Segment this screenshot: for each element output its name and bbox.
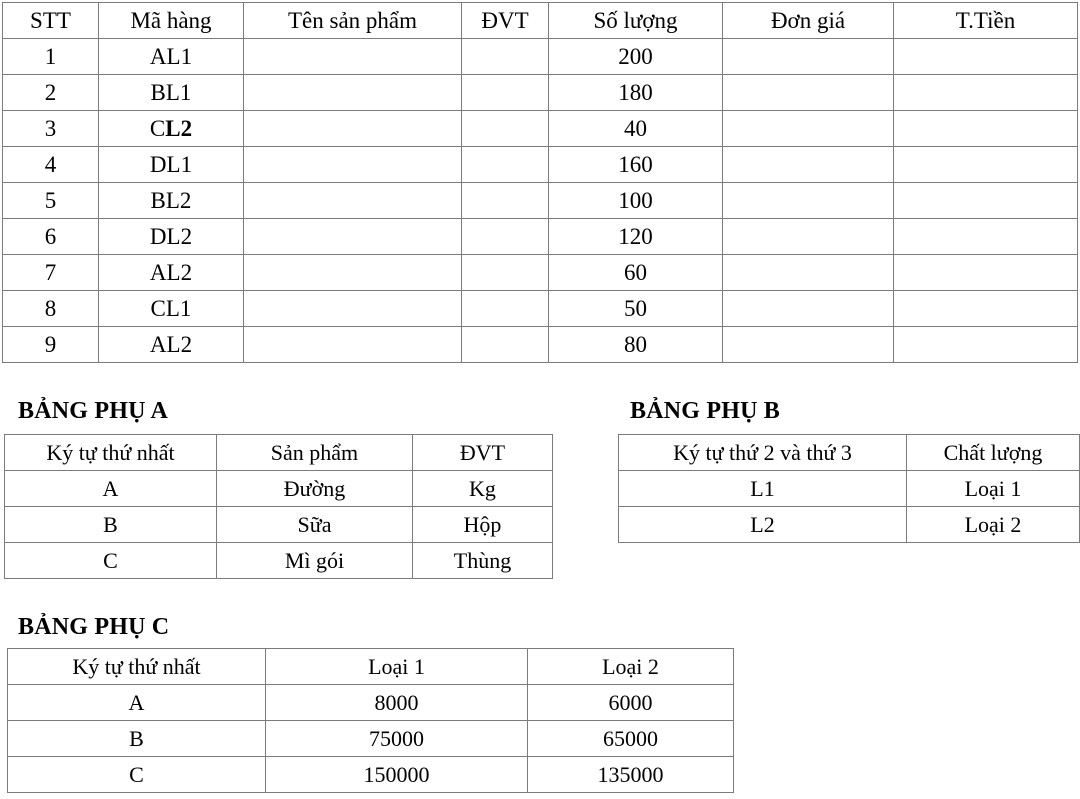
cell-loai_2[interactable]: 65000 bbox=[528, 721, 734, 757]
cell-don_gia[interactable] bbox=[723, 219, 894, 255]
cell-ky_tu[interactable]: A bbox=[5, 471, 217, 507]
cell-ten_san_pham[interactable] bbox=[244, 147, 462, 183]
cell-dvt[interactable]: Kg bbox=[413, 471, 553, 507]
cell-ky_tu[interactable]: A bbox=[8, 685, 266, 721]
column-header-so-luong[interactable]: Số lượng bbox=[549, 3, 723, 39]
cell-so_luong[interactable]: 160 bbox=[549, 147, 723, 183]
cell-so_luong[interactable]: 100 bbox=[549, 183, 723, 219]
cell-t_tien[interactable] bbox=[894, 219, 1078, 255]
cell-ma_hang[interactable]: DL2 bbox=[99, 219, 244, 255]
bang-phu-a-table[interactable] bbox=[4, 434, 553, 579]
cell-ky_tu[interactable]: C bbox=[5, 543, 217, 579]
table-row[interactable] bbox=[3, 291, 1078, 327]
column-header-chat-luong[interactable]: Chất lượng bbox=[907, 435, 1080, 471]
cell-loai_1[interactable]: 8000 bbox=[266, 685, 528, 721]
column-header-don-gia[interactable]: Đơn giá bbox=[723, 3, 894, 39]
cell-dvt[interactable] bbox=[462, 39, 549, 75]
cell-chat_luong[interactable]: Loại 1 bbox=[907, 471, 1080, 507]
table-row[interactable] bbox=[3, 39, 1078, 75]
section-title-bang-phu-a: BẢNG PHỤ A bbox=[18, 398, 169, 424]
cell-don_gia[interactable] bbox=[723, 327, 894, 363]
bang-phu-b-body bbox=[619, 471, 1080, 543]
cell-dvt[interactable] bbox=[462, 75, 549, 111]
cell-loai_2[interactable]: 6000 bbox=[528, 685, 734, 721]
cell-stt[interactable]: 3 bbox=[3, 111, 99, 147]
table-row[interactable] bbox=[619, 507, 1080, 543]
cell-stt[interactable]: 7 bbox=[3, 255, 99, 291]
cell-chat_luong[interactable]: Loại 2 bbox=[907, 507, 1080, 543]
cell-stt[interactable]: 5 bbox=[3, 183, 99, 219]
cell-san_pham[interactable]: Đường bbox=[217, 471, 413, 507]
cell-ten_san_pham[interactable] bbox=[244, 39, 462, 75]
cell-ma_hang[interactable]: AL1 bbox=[99, 39, 244, 75]
cell-ten_san_pham[interactable] bbox=[244, 327, 462, 363]
cell-san_pham[interactable]: Sữa bbox=[217, 507, 413, 543]
cell-ma_hang[interactable]: BL2 bbox=[99, 183, 244, 219]
cell-ten_san_pham[interactable] bbox=[244, 183, 462, 219]
cell-dvt[interactable] bbox=[462, 291, 549, 327]
order-table-body bbox=[3, 39, 1078, 363]
cell-so_luong[interactable]: 40 bbox=[549, 111, 723, 147]
cell-loai_1[interactable]: 150000 bbox=[266, 757, 528, 793]
cell-t_tien[interactable] bbox=[894, 327, 1078, 363]
column-header-ky-tu-thu-nhat[interactable]: Ký tự thứ nhất bbox=[8, 649, 266, 685]
cell-ten_san_pham[interactable] bbox=[244, 75, 462, 111]
table-header-row bbox=[619, 435, 1080, 471]
cell-dvt[interactable] bbox=[462, 219, 549, 255]
cell-so_luong[interactable]: 60 bbox=[549, 255, 723, 291]
bang-phu-c-body bbox=[8, 685, 734, 793]
cell-t_tien[interactable] bbox=[894, 255, 1078, 291]
cell-don_gia[interactable] bbox=[723, 183, 894, 219]
main-table-container bbox=[2, 2, 1078, 363]
cell-ten_san_pham[interactable] bbox=[244, 291, 462, 327]
cell-ma_hang[interactable]: AL2 bbox=[99, 255, 244, 291]
column-header-ky-tu-thu-nhat[interactable]: Ký tự thứ nhất bbox=[5, 435, 217, 471]
table-row[interactable] bbox=[8, 757, 734, 793]
table-row[interactable] bbox=[5, 471, 553, 507]
bang-phu-b-table[interactable] bbox=[618, 434, 1080, 543]
table-header-row bbox=[5, 435, 553, 471]
column-header-loai-1[interactable]: Loại 1 bbox=[266, 649, 528, 685]
column-header-san-pham[interactable]: Sản phẩm bbox=[217, 435, 413, 471]
cell-ma_hang[interactable]: BL1 bbox=[99, 75, 244, 111]
table-header-row bbox=[8, 649, 734, 685]
cell-ten_san_pham[interactable] bbox=[244, 111, 462, 147]
column-header-t-tien[interactable]: T.Tiền bbox=[894, 3, 1078, 39]
cell-t_tien[interactable] bbox=[894, 147, 1078, 183]
cell-don_gia[interactable] bbox=[723, 111, 894, 147]
cell-dvt[interactable]: Hộp bbox=[413, 507, 553, 543]
cell-don_gia[interactable] bbox=[723, 75, 894, 111]
table-row[interactable] bbox=[3, 111, 1078, 147]
cell-ky_tu[interactable]: C bbox=[8, 757, 266, 793]
cell-san_pham[interactable]: Mì gói bbox=[217, 543, 413, 579]
cell-loai_1[interactable]: 75000 bbox=[266, 721, 528, 757]
column-header-ma-hang[interactable]: Mã hàng bbox=[99, 3, 244, 39]
column-header-ten-san-pham[interactable]: Tên sản phẩm bbox=[244, 3, 462, 39]
bang-phu-a-body bbox=[5, 471, 553, 579]
cell-so_luong[interactable]: 120 bbox=[549, 219, 723, 255]
cell-stt[interactable]: 6 bbox=[3, 219, 99, 255]
table-row[interactable] bbox=[3, 255, 1078, 291]
cell-ky_tu[interactable]: B bbox=[5, 507, 217, 543]
cell-dvt[interactable]: Thùng bbox=[413, 543, 553, 579]
column-header-stt[interactable]: STT bbox=[3, 3, 99, 39]
cell-don_gia[interactable] bbox=[723, 255, 894, 291]
table-row[interactable] bbox=[3, 183, 1078, 219]
table-row[interactable] bbox=[3, 75, 1078, 111]
table-header-row bbox=[3, 3, 1078, 39]
cell-stt[interactable]: 4 bbox=[3, 147, 99, 183]
table-row[interactable] bbox=[619, 471, 1080, 507]
cell-ma_hang[interactable]: CL1 bbox=[99, 291, 244, 327]
cell-dvt[interactable] bbox=[462, 183, 549, 219]
cell-ky_tu[interactable]: B bbox=[8, 721, 266, 757]
cell-don_gia[interactable] bbox=[723, 291, 894, 327]
ma-hang-plain-part: C bbox=[149, 116, 166, 141]
table-c-container bbox=[7, 648, 734, 793]
cell-loai_2[interactable]: 135000 bbox=[528, 757, 734, 793]
cell-stt[interactable]: 1 bbox=[3, 39, 99, 75]
cell-t_tien[interactable] bbox=[894, 75, 1078, 111]
bang-phu-c-table[interactable] bbox=[7, 648, 734, 793]
cell-dvt[interactable] bbox=[462, 111, 549, 147]
column-header-ky-tu-thu-2-va-thu-3[interactable]: Ký tự thứ 2 và thứ 3 bbox=[619, 435, 907, 471]
table-a-container bbox=[4, 434, 553, 579]
cell-don_gia[interactable] bbox=[723, 147, 894, 183]
table-row[interactable] bbox=[5, 507, 553, 543]
section-title-bang-phu-b: BẢNG PHỤ B bbox=[630, 398, 781, 424]
table-row[interactable] bbox=[8, 721, 734, 757]
cell-so_luong[interactable]: 200 bbox=[549, 39, 723, 75]
table-row[interactable] bbox=[3, 327, 1078, 363]
column-header-loai-2[interactable]: Loại 2 bbox=[528, 649, 734, 685]
column-header-dvt[interactable]: ĐVT bbox=[462, 3, 549, 39]
cell-ten_san_pham[interactable] bbox=[244, 219, 462, 255]
cell-stt[interactable]: 9 bbox=[3, 327, 99, 363]
cell-ma_hang[interactable]: AL2 bbox=[99, 327, 244, 363]
cell-stt[interactable]: 2 bbox=[3, 75, 99, 111]
table-b-container bbox=[618, 434, 1080, 543]
cell-ma_hang[interactable] bbox=[99, 111, 244, 147]
cell-ky_tu[interactable]: L1 bbox=[619, 471, 907, 507]
cell-ten_san_pham[interactable] bbox=[244, 255, 462, 291]
cell-t_tien[interactable] bbox=[894, 111, 1078, 147]
table-row[interactable] bbox=[3, 219, 1078, 255]
order-table[interactable] bbox=[2, 2, 1078, 363]
cell-stt[interactable]: 8 bbox=[3, 291, 99, 327]
cell-ma_hang[interactable]: DL1 bbox=[99, 147, 244, 183]
table-row[interactable] bbox=[5, 543, 553, 579]
cell-so_luong[interactable]: 80 bbox=[549, 327, 723, 363]
section-title-bang-phu-c: BẢNG PHỤ C bbox=[18, 614, 170, 640]
column-header-dvt[interactable]: ĐVT bbox=[413, 435, 553, 471]
table-row[interactable] bbox=[3, 147, 1078, 183]
cell-dvt[interactable] bbox=[462, 327, 549, 363]
ma-hang-bold-part: L2 bbox=[165, 116, 193, 141]
table-row[interactable] bbox=[8, 685, 734, 721]
cell-ky_tu[interactable]: L2 bbox=[619, 507, 907, 543]
cell-so_luong[interactable]: 180 bbox=[549, 75, 723, 111]
cell-t_tien[interactable] bbox=[894, 183, 1078, 219]
cell-so_luong[interactable]: 50 bbox=[549, 291, 723, 327]
cell-dvt[interactable] bbox=[462, 255, 549, 291]
cell-dvt[interactable] bbox=[462, 147, 549, 183]
cell-t_tien[interactable] bbox=[894, 39, 1078, 75]
cell-t_tien[interactable] bbox=[894, 291, 1078, 327]
cell-don_gia[interactable] bbox=[723, 39, 894, 75]
